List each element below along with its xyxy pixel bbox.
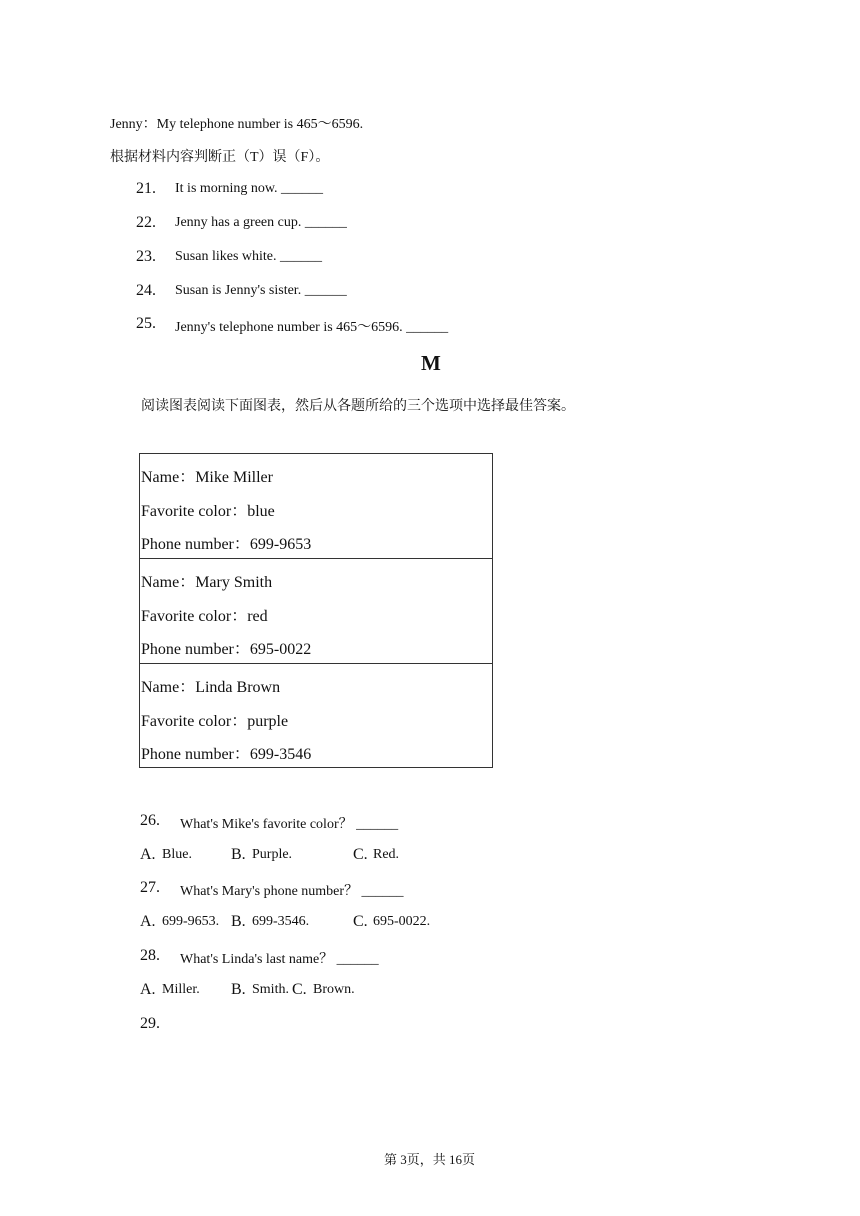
cell-phone: Phone number：699-9653: [141, 536, 312, 553]
question-number: 23.: [136, 248, 156, 265]
cell-name: Name：Mike Miller: [141, 469, 273, 486]
option-text: Purple.: [252, 847, 293, 862]
option-text: Brown.: [313, 982, 355, 997]
question-number: 29.: [140, 1015, 160, 1032]
question-number: 27.: [140, 879, 160, 896]
cell-color: Favorite color：purple: [141, 713, 289, 730]
page-footer: 第 3页，共 16页: [384, 1152, 476, 1167]
option-letter: A.: [140, 846, 156, 863]
question-number: 26.: [140, 812, 160, 829]
cell-color: Favorite color：red: [141, 608, 268, 625]
question-text: What's Mary's phone number？ ______: [180, 884, 404, 899]
question-text: Susan is Jenny's sister. ______: [175, 283, 347, 298]
info-table: [139, 453, 493, 768]
question-number: 28.: [140, 947, 160, 964]
question-number: 22.: [136, 214, 156, 231]
option-text: 699-3546.: [252, 914, 310, 929]
question-text: What's Linda's last name？ ______: [180, 952, 379, 967]
table-cell: [140, 454, 492, 559]
option-text: 699-9653.: [162, 914, 220, 929]
option-letter: C.: [353, 846, 368, 863]
option-text: Red.: [373, 847, 400, 862]
table-cell: [140, 558, 492, 663]
question-text: It is morning now. ______: [175, 181, 324, 196]
option-letter: B.: [231, 981, 246, 998]
table-cell: [140, 663, 492, 768]
option-letter: B.: [231, 846, 246, 863]
cell-phone: Phone number：695-0022: [141, 641, 312, 658]
question-text: Jenny has a green cup. ______: [175, 215, 347, 230]
question-text: What's Mike's favorite color？ ______: [180, 817, 399, 832]
cell-phone: Phone number：699-3546: [141, 746, 312, 763]
cell-name: Name：Mary Smith: [141, 574, 273, 591]
question-number: 25.: [136, 315, 156, 332]
section-heading: M: [421, 351, 441, 375]
option-letter: C.: [353, 913, 368, 930]
cell-name: Name：Linda Brown: [141, 679, 281, 696]
tf-instruction: 根据材料内容判断正（T）误（F）。: [110, 150, 330, 165]
option-letter: B.: [231, 913, 246, 930]
option-text: Blue.: [162, 847, 192, 862]
intro-line: Jenny：My telephone number is 465～6596.: [110, 117, 364, 132]
question-number: 24.: [136, 282, 156, 299]
option-text: 695-0022.: [373, 914, 431, 929]
cell-color: Favorite color：blue: [141, 503, 275, 520]
section-instruction: 阅读图表阅读下面图表，然后从各题所给的三个选项中选择最佳答案。: [141, 399, 575, 414]
option-letter: A.: [140, 981, 156, 998]
question-text: Jenny's telephone number is 465～6596. ______: [175, 320, 449, 335]
option-letter: C.: [292, 981, 307, 998]
option-text: Smith.: [252, 982, 289, 997]
question-text: Susan likes white. ______: [175, 249, 322, 264]
option-text: Miller.: [162, 982, 200, 997]
question-number: 21.: [136, 180, 156, 197]
option-letter: A.: [140, 913, 156, 930]
